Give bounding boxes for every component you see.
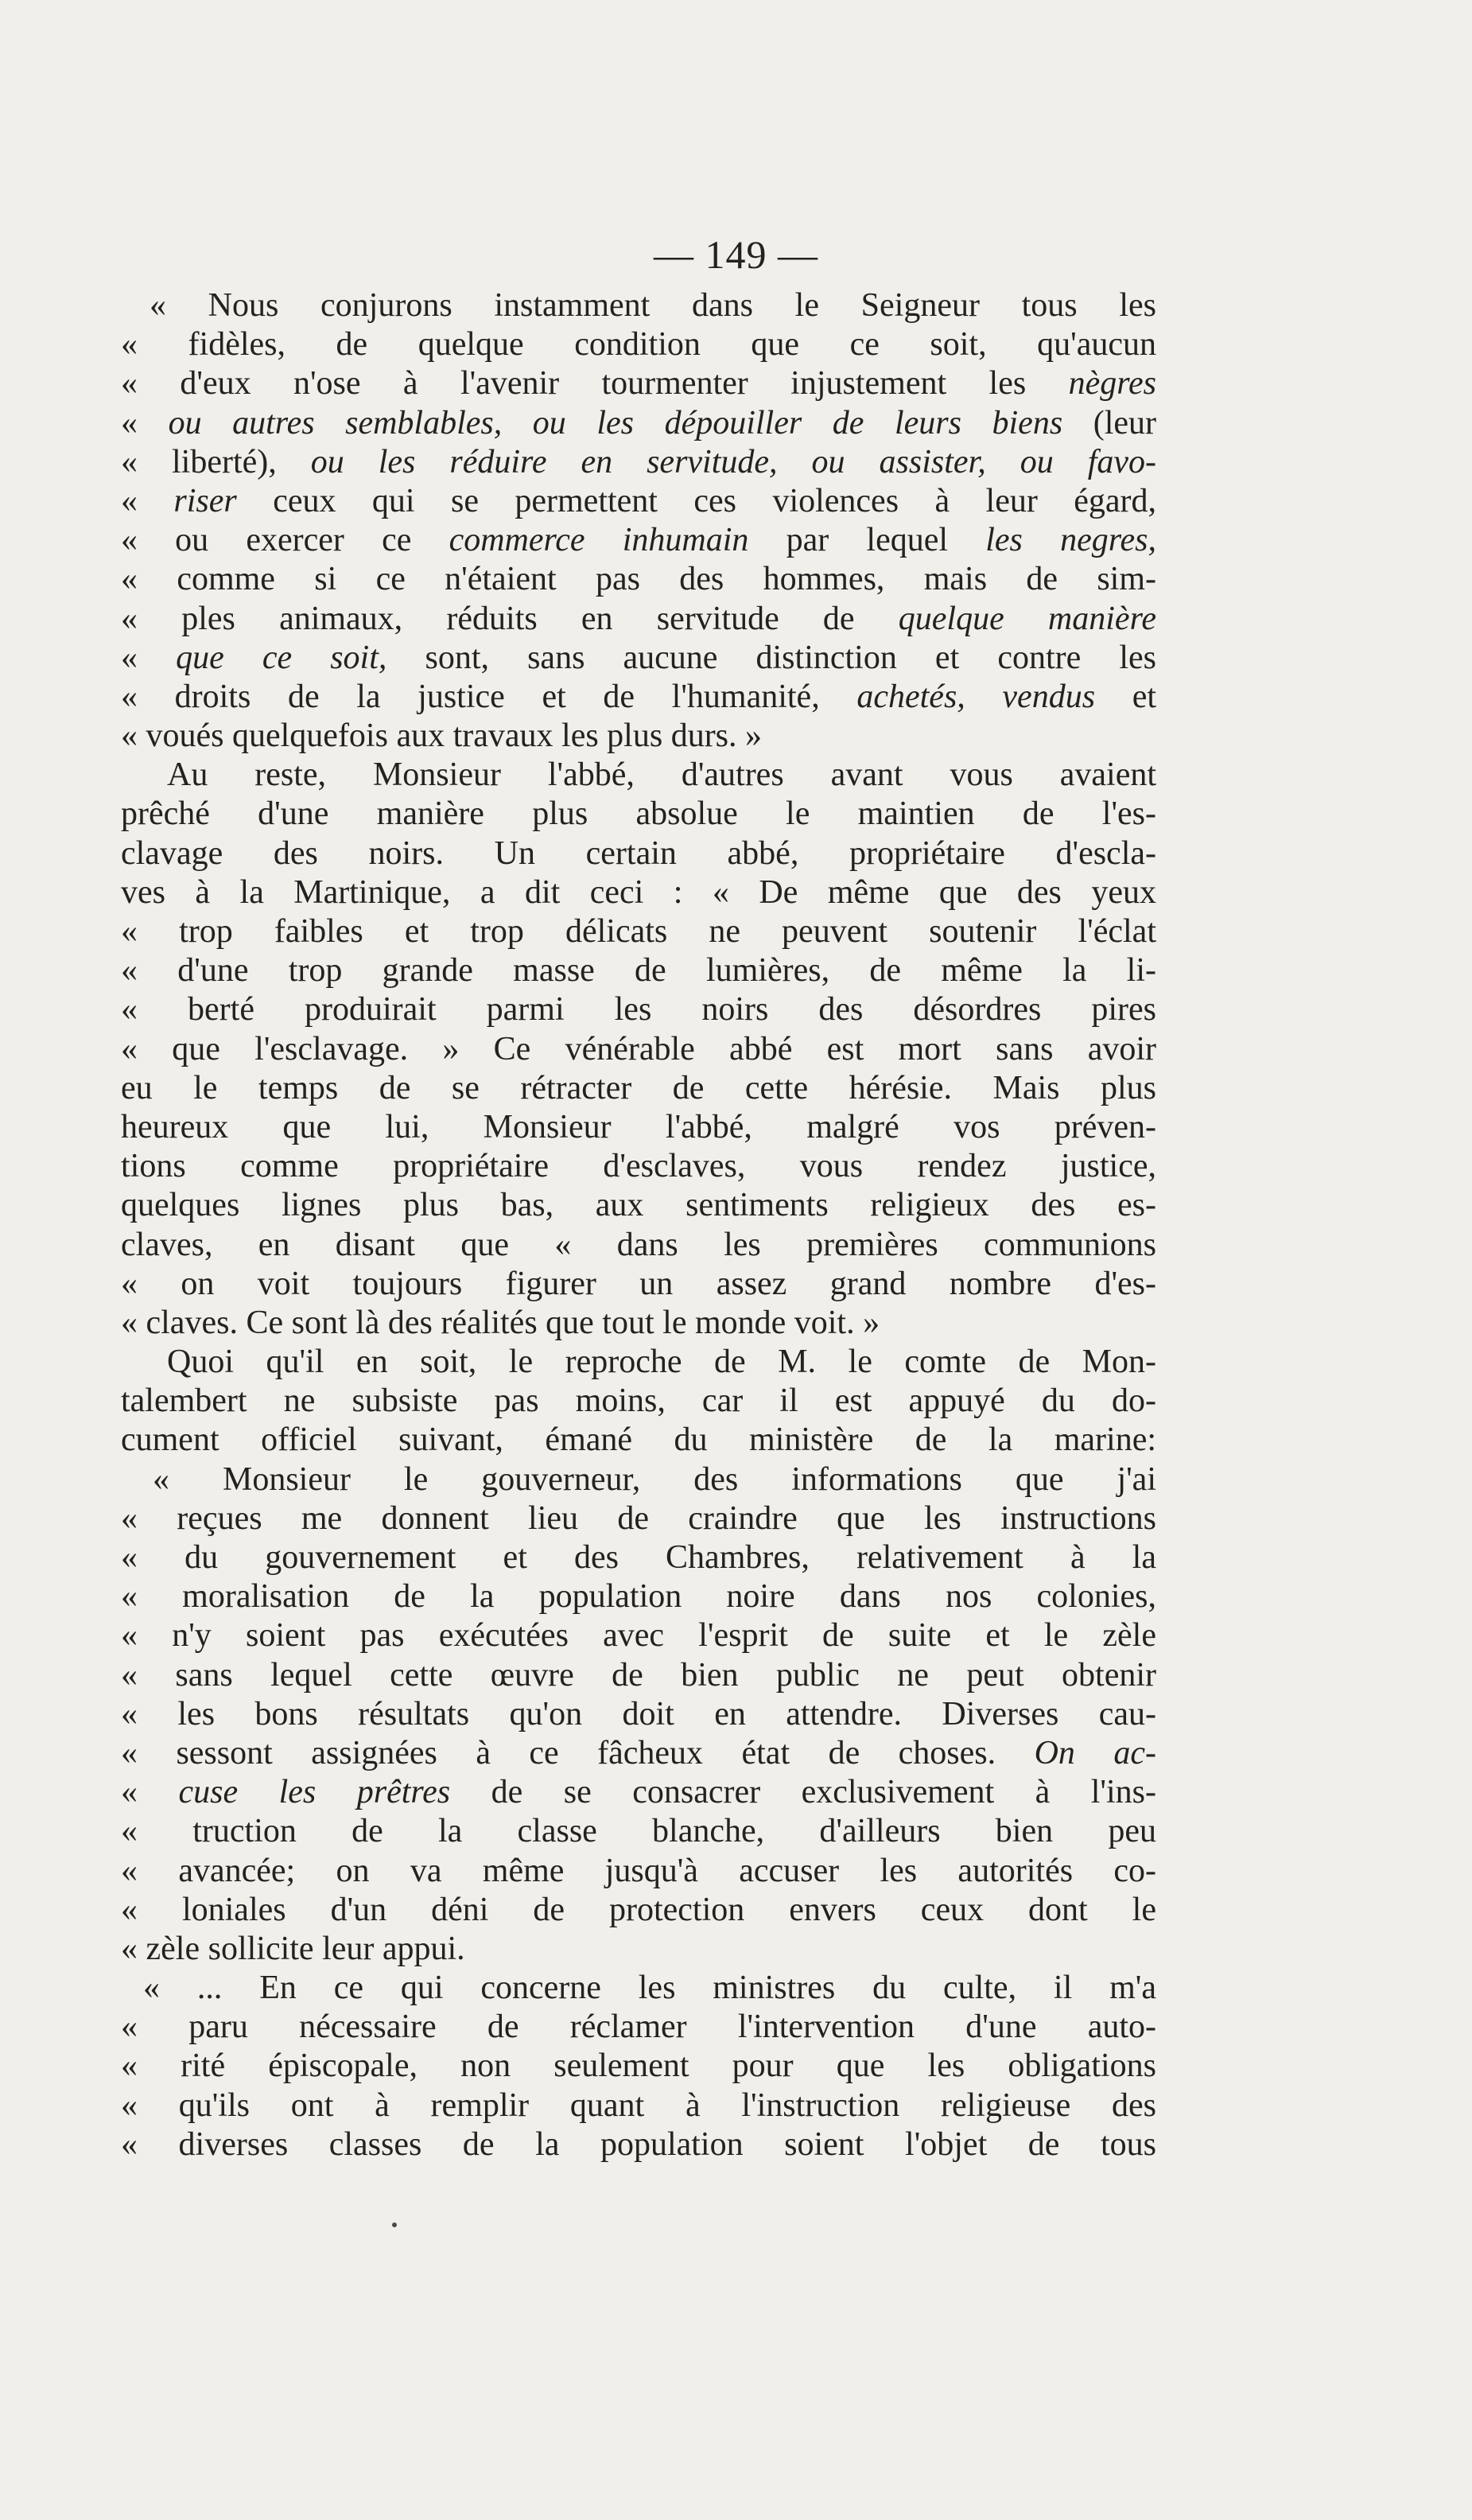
text-span: « avancée; on va même jusqu'à accuser les autorités co- <box>121 1852 1156 1889</box>
text-line <box>121 2008 1156 2047</box>
text-span: ceux qui se permettent ces violences à leur égard, <box>236 482 1157 519</box>
text-line <box>121 834 1156 873</box>
text-line <box>121 795 1156 834</box>
text-line <box>121 1304 1156 1343</box>
text-line <box>121 1695 1156 1734</box>
text-line <box>121 443 1156 482</box>
text-span: « Nous conjurons instamment dans le Seigneur tous les <box>150 287 1156 324</box>
text-line <box>121 1969 1156 2008</box>
text-line <box>121 364 1156 403</box>
text-line <box>121 1930 1156 1969</box>
body-text <box>121 286 1156 2164</box>
text-line <box>121 873 1156 912</box>
text-span: « qu'ils ont à remplir quant à l'instruction religieuse des <box>121 2086 1156 2124</box>
text-line <box>121 325 1156 364</box>
text-line <box>121 1069 1156 1108</box>
text-line <box>121 912 1156 951</box>
text-line <box>121 1343 1156 1382</box>
text-span: « loniales d'un déni de protection envers ceux dont le <box>121 1891 1156 1928</box>
text-line <box>121 1499 1156 1538</box>
text-line <box>121 717 1156 756</box>
text-span: « n'y soient pas exécutées avec l'esprit de suite et le zèle <box>121 1617 1156 1655</box>
text-span: « ples animaux, réduits en servitude de <box>121 600 899 637</box>
text-line <box>121 1656 1156 1695</box>
text-span: « moralisation de la population noire dans nos colonies, <box>121 1578 1156 1616</box>
text-line <box>121 1734 1156 1773</box>
text-line <box>121 1538 1156 1577</box>
text-span: (leur <box>1062 404 1157 441</box>
text-span: « Monsieur le gouverneur, des informations que j'ai <box>153 1460 1156 1498</box>
text-span: prêché d'une manière plus absolue le maintien de l'es- <box>121 795 1156 833</box>
text-line <box>121 1852 1156 1891</box>
text-line <box>121 1186 1156 1225</box>
text-span: « <box>121 639 177 676</box>
text-span: claves, en disant que « dans les premières communions <box>121 1226 1156 1263</box>
text-span: « truction de la classe blanche, d'ailleurs bien peu <box>121 1813 1156 1850</box>
text-line <box>121 404 1156 443</box>
text-span: eu le temps de se rétracter de cette hérésie. Mais plus <box>121 1069 1156 1106</box>
italic-text: achetés, vendus <box>856 678 1096 715</box>
text-line <box>121 1226 1156 1265</box>
text-line <box>121 482 1156 521</box>
text-line <box>121 756 1156 795</box>
text-span: Au reste, Monsieur l'abbé, d'autres avant vous avaient <box>167 756 1156 794</box>
text-span: « <box>121 1774 179 1811</box>
text-span: « liberté), <box>121 443 311 480</box>
text-span: « <box>121 404 169 441</box>
text-span: « trop faibles et trop délicats ne peuvent soutenir l'éclat <box>121 913 1156 950</box>
text-span: « rité épiscopale, non seulement pour que les obligations <box>121 2048 1156 2085</box>
italic-text: ou les réduire en servitude, ou assister, ou favo- <box>310 443 1156 480</box>
text-line <box>121 1577 1156 1616</box>
text-span: « ou exercer ce <box>121 522 449 559</box>
text-span: « claves. Ce sont là des réalités que tout le monde voit. » <box>121 1304 880 1341</box>
text-span: « paru nécessaire de réclamer l'intervention d'une auto- <box>121 2009 1156 2046</box>
italic-text: que ce soit, <box>176 639 387 676</box>
text-span: talembert ne subsiste pas moins, car il est appuyé du do- <box>121 1382 1156 1420</box>
text-span: « droits de la justice et de l'humanité, <box>121 678 857 715</box>
page-number: — 149 — <box>654 232 818 277</box>
text-line <box>121 521 1156 560</box>
text-span: « on voit toujours figurer un assez grand nombre d'es- <box>121 1265 1156 1302</box>
text-span: « les bons résultats qu'on doit en attendre. Diverses cau- <box>121 1695 1156 1732</box>
text-span: sont, sans aucune distinction et contre les <box>386 639 1157 676</box>
text-span: « voués quelquefois aux travaux les plus durs. » <box>121 718 763 755</box>
text-line <box>121 1421 1156 1460</box>
text-line <box>121 286 1156 325</box>
text-line <box>121 560 1156 599</box>
text-line <box>121 1108 1156 1147</box>
text-span: tions comme propriétaire d'esclaves, vous rendez justice, <box>121 1148 1156 1185</box>
text-span: « d'une trop grande masse de lumières, de même la li- <box>121 952 1156 990</box>
italic-text: commerce inhumain <box>449 522 749 559</box>
text-span: « ... En ce qui concerne les ministres du culte, il m'a <box>143 1970 1156 2007</box>
text-line <box>121 951 1156 990</box>
text-line <box>121 1891 1156 1930</box>
text-line <box>121 1147 1156 1186</box>
text-span: ves à la Martinique, a dit ceci : « De même que des yeux <box>121 873 1156 911</box>
text-line <box>121 1265 1156 1304</box>
text-span: et <box>1095 678 1157 715</box>
italic-text: riser <box>173 482 237 519</box>
text-span: « fidèles, de quelque condition que ce soit, qu'aucun <box>121 326 1156 364</box>
italic-text: quelque manière <box>898 600 1156 637</box>
text-line <box>121 1382 1156 1421</box>
text-line <box>121 1616 1156 1655</box>
text-span: cument officiel suivant, émané du ministère de la marine: <box>121 1421 1156 1459</box>
printer-mark <box>392 2222 397 2227</box>
text-span: de se consacrer exclusivement à l'ins- <box>450 1774 1156 1811</box>
italic-text: cuse les prêtres <box>178 1774 451 1811</box>
text-span: clavage des noirs. Un certain abbé, propriétaire d'escla- <box>121 834 1156 872</box>
text-line <box>121 678 1156 717</box>
text-span: « reçues me donnent lieu de craindre que les instructions <box>121 1499 1156 1537</box>
text-span: heureux que lui, Monsieur l'abbé, malgré vos préven- <box>121 1108 1156 1145</box>
text-span: « diverses classes de la population soient l'objet de tous <box>121 2125 1156 2163</box>
italic-text: ou autres semblables, ou les dépouiller de leurs biens <box>168 404 1063 441</box>
text-span: « berté produirait parmi les noirs des désordres pires <box>121 991 1156 1029</box>
text-line <box>121 2086 1156 2125</box>
text-span: « sessont assignées à ce fâcheux état de choses. <box>121 1734 1035 1771</box>
text-span: « <box>121 482 174 519</box>
text-line <box>121 1460 1156 1499</box>
text-span: « sans lequel cette œuvre de bien public ne peut obtenir <box>121 1656 1156 1694</box>
text-span: « comme si ce n'étaient pas des hommes, mais de sim- <box>121 561 1156 598</box>
text-line <box>121 990 1156 1029</box>
text-line <box>121 2125 1156 2164</box>
italic-text: On ac- <box>1034 1734 1157 1771</box>
text-span: « zèle sollicite leur appui. <box>121 1930 465 1967</box>
text-line <box>121 2047 1156 2086</box>
italic-text: les negres, <box>985 522 1157 559</box>
text-line <box>121 1773 1156 1812</box>
text-span: « que l'esclavage. » Ce vénérable abbé est mort sans avoir <box>121 1030 1156 1068</box>
text-span: quelques lignes plus bas, aux sentiments religieux des es- <box>121 1187 1156 1224</box>
text-line <box>121 1030 1156 1069</box>
text-span: « d'eux n'ose à l'avenir tourmenter injustement les <box>121 365 1069 402</box>
text-line <box>121 600 1156 639</box>
italic-text: nègres <box>1068 365 1156 402</box>
text-span: « du gouvernement et des Chambres, relativement à la <box>121 1539 1156 1576</box>
text-span: par lequel <box>748 522 986 559</box>
text-span: Quoi qu'il en soit, le reproche de M. le comte de Mon- <box>167 1344 1156 1381</box>
text-line <box>121 639 1156 678</box>
text-line <box>121 1812 1156 1851</box>
